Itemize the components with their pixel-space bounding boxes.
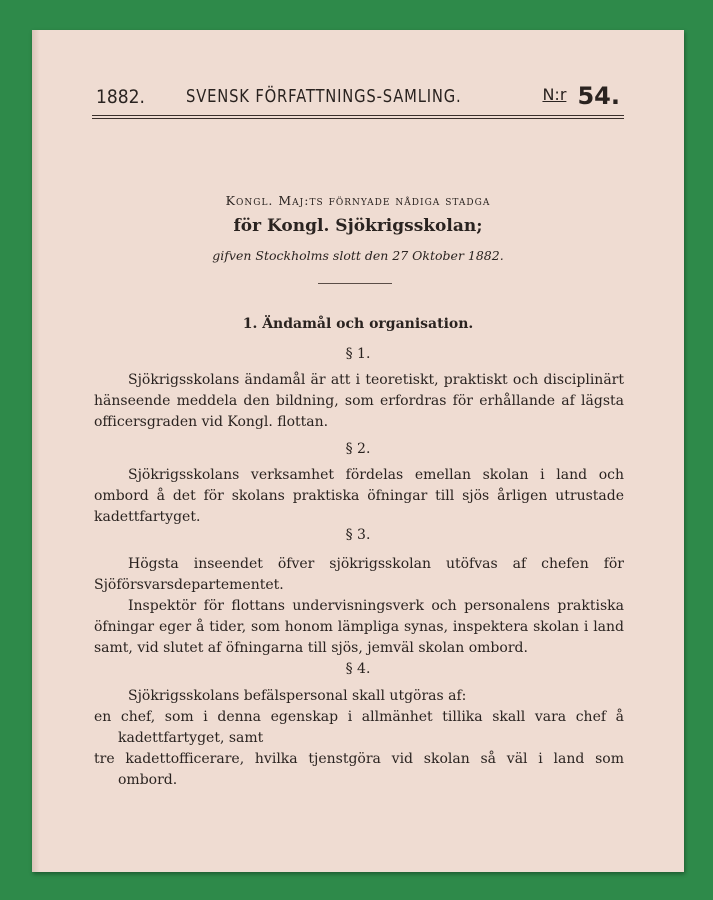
header-number-prefix: N:r <box>542 85 567 104</box>
decree-heading-line3: gifven Stockholms slott den 27 Oktober 1882. <box>212 248 504 263</box>
paragraph-body <box>94 370 624 433</box>
paragraph-sign: § 2. <box>345 441 371 457</box>
document-page <box>32 30 684 872</box>
paragraph-intro: Sjökrigsskolans befälspersonal skall utgöras af: <box>128 688 467 704</box>
paragraph-body <box>94 686 624 791</box>
paragraph-text: Inspektör för flottans undervisningsverk och personalens praktiska öfningar eger å tider, som honom lämpliga synas, inspektera skolan i land samt, vid slutet af öfningarna till sjös, jemväl skolan ombord. <box>94 598 624 656</box>
decree-heading-line2: för Kongl. Sjökrigsskolan; <box>233 216 483 236</box>
header-title: SVENSK FÖRFATTNINGS-SAMLING. <box>186 86 462 107</box>
paragraph-body <box>94 465 624 528</box>
header-year: 1882. <box>96 86 145 108</box>
header-rule-bottom <box>92 118 624 119</box>
paragraph-text: Sjökrigsskolans ändamål är att i teoretiskt, praktiskt och disciplinärt hänseende meddela den bildning, som erfordras för erhållande af lägsta officersgraden vid Kongl. flottan. <box>94 372 624 430</box>
paragraph-sign: § 1. <box>345 346 371 362</box>
paragraph-sign: § 3. <box>345 527 371 543</box>
header-rule-top <box>92 115 624 116</box>
paragraph-text: Sjökrigsskolans verksamhet fördelas emellan skolan i land och ombord å det för skolans praktiska öfningar till sjös årligen utrustade kadettfartyget. <box>94 467 624 525</box>
paragraph-sign: § 4. <box>345 661 371 677</box>
header-number <box>542 82 620 110</box>
header-number-value: 54. <box>577 82 620 110</box>
decree-heading-line1: Kongl. Maj:ts förnyade nådiga stadga <box>225 193 491 208</box>
list-item: en chef, som i denna egenskap i allmänhet tillika skall vara chef å kadettfartyget, samt <box>94 709 624 746</box>
list-item: tre kadettofficerare, hvilka tjenstgöra vid skolan så väl i land som ombord. <box>94 751 624 788</box>
paragraph-text: Högsta inseendet öfver sjökrigsskolan utöfvas af chefen för Sjöförsvarsdepartementet. <box>94 556 624 593</box>
running-header <box>92 82 624 114</box>
heading-divider <box>318 283 392 284</box>
paragraph-body <box>94 554 624 659</box>
section-title: 1. Ändamål och organisation. <box>242 316 474 332</box>
